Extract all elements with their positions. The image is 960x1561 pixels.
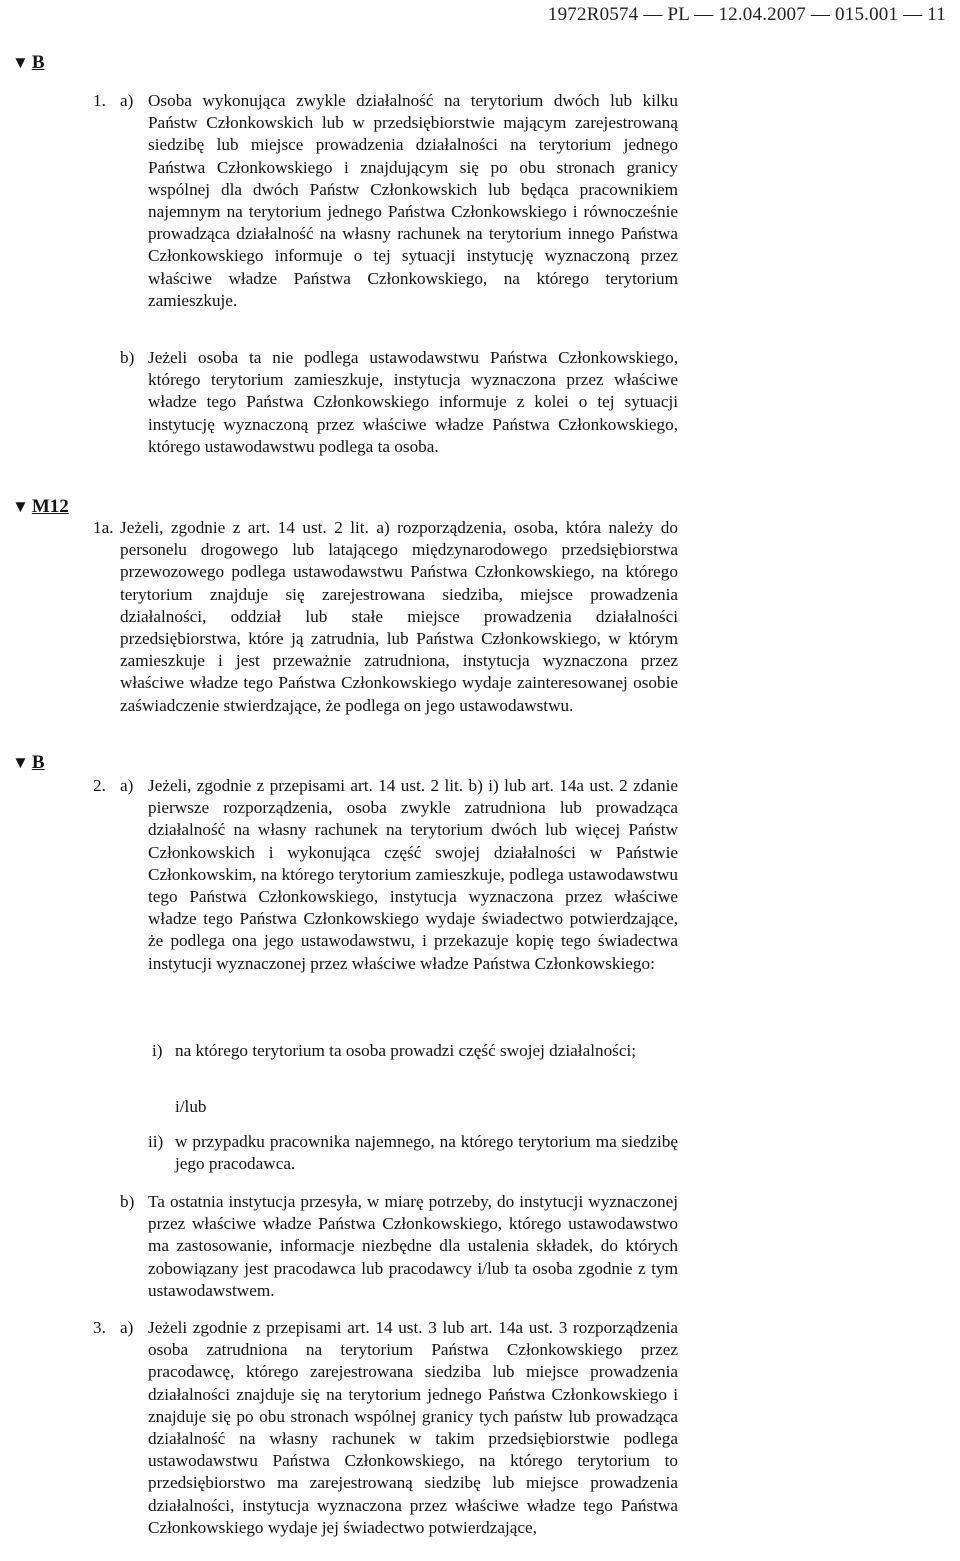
paragraph-2a-text: Jeżeli, zgodnie z przepisami art. 14 ust. 2 lit. b) i) lub art. 14a ust. 2 zdanie pierwsze rozporządzenia, osoba zwykle zatrudniona lub prowadząca działalność na własny rachunek na terytorium dwóch lub więcej Państw Członkowskich i wykonująca część swojej działalności w Państwie Członkowskim, na którego terytorium zamieszkuje, podlega ustawodawstwu tego Państwa Członkowskiego, instytucja wyznaczona przez właściwe władze tego Państwa Członkowskiego wydaje świadectwo potwierdzające, że podlega ona jego ustawodawstwu, i przekazuje kopię tego świadectwa instytucji wyznaczonej przez właściwe władze Państwa Członkowskiego: bbox=[148, 776, 678, 973]
triangle-down-icon: ▼ bbox=[12, 53, 29, 72]
amendment-marker-m12 bbox=[12, 496, 69, 518]
paragraph-3a-text: Jeżeli zgodnie z przepisami art. 14 ust. 3 lub art. 14a ust. 3 rozporządzenia osoba zatrudniona na terytorium Państwa Członkowskiego przez pracodawcę, którego zarejestrowana siedziba lub miejsce prowadzenia działalności znajduje się na terytorium jednego Państwa Członkowskiego i znajduje się po obu stronach wspólnej granicy tych państw lub prowadząca działalność na własny rachunek w takim przedsiębiorstwie podlega ustawodawstwu Państwa Członkowskiego, na którego terytorium to przedsiębiorstwo ma zarejestrowaną siedzibę lub miejsce prowadzenia działalności, instytucja wyznaczona przez właściwe władze tego Państwa Członkowskiego wydaje jej świadectwo potwierdzające, bbox=[148, 1318, 678, 1537]
paragraph-number: 1a. bbox=[93, 518, 114, 537]
paragraph-1a-body: Jeżeli, zgodnie z art. 14 ust. 2 lit. a) rozporządzenia, osoba, która należy do personelu drogowego lub latającego międzynarodowego przedsiębiorstwa przewozowego podlega ustawodawstwu Państwa Członkowskiego, na którego terytorium znajduje się zarejestrowana siedziba, miejsce prowadzenia działalności, oddział lub stałe miejsce prowadzenia działalności przedsiębiorstwa, które ją zatrudnia, lub Państwa Członkowskiego, w którym zamieszkuje i jest przeważnie zatrudniona, instytucja wyznaczona przez właściwe władze tego Państwa Członkowskiego wydaje zainteresowanej osobie zaświadczenie stwierdzające, że podlega on jego ustawodawstwu. bbox=[120, 518, 678, 715]
triangle-down-icon: ▼ bbox=[12, 753, 29, 772]
or-connector: i/lub bbox=[175, 1097, 207, 1116]
point-i-text: na którego terytorium ta osoba prowadzi część swojej działalności; bbox=[175, 1041, 637, 1060]
paragraph-number: 1. bbox=[93, 91, 106, 110]
paragraph-1a-text: Osoba wykonująca zwykle działalność na terytorium dwóch lub kilku Państw Członkowskich lub w przedsiębiorstwie mającym zarejestrowaną siedzibę lub miejsce prowadzenia działalności na terytorium jednego Państwa Członkowskiego i znajdującym się po obu stronach granicy wspólnej dla dwóch Państw Członkowskich lub będąca pracownikiem najemnym na terytorium jednego Państwa Członkowskiego i równocześnie prowadząca działalność na własny rachunek na terytorium innego Państwa Członkowskiego informuje o tej sytuacji instytucję wyznaczoną przez właściwe władze Państwa Członkowskiego, na którego terytorium zamieszkuje. bbox=[148, 91, 678, 310]
marker-label: M12 bbox=[31, 496, 69, 517]
paragraph-2b-text: Ta ostatnia instytucja przesyła, w miarę potrzeby, do instytucji wyznaczonej przez właściwe władze Państwa Członkowskiego, którego ustawodawstwo ma zastosowanie, informacje niezbędne dla ustalenia składek, do których zobowiązany jest pracodawca lub pracodawcy i/lub ta osoba zgodnie z tym ustawodawstwem. bbox=[148, 1192, 678, 1300]
point-ii-text: w przypadku pracownika najemnego, na którego terytorium ma siedzibę jego pracodawca. bbox=[175, 1132, 678, 1174]
item-label: a) bbox=[120, 1318, 134, 1337]
item-label: i) bbox=[152, 1041, 163, 1060]
paragraph-1b-text: Jeżeli osoba ta nie podlega ustawodawstwu Państwa Członkowskiego, którego terytorium zamieszkuje, instytucja wyznaczona przez właściwe władze tego Państwa Członkowskiego informuje z kolei o tej sytuacji instytucję wyznaczoną przez właściwe władze Państwa Członkowskiego, którego ustawodawstwu podlega ta osoba. bbox=[148, 348, 678, 456]
item-label: b) bbox=[120, 1192, 135, 1211]
page-header: 1972R0574 — PL — 12.04.2007 — 015.001 — 11 bbox=[547, 4, 946, 25]
item-label: a) bbox=[120, 91, 134, 110]
triangle-down-icon: ▼ bbox=[12, 497, 29, 516]
item-label: b) bbox=[120, 348, 135, 367]
marker-label: B bbox=[31, 52, 45, 73]
paragraph-number: 2. bbox=[93, 776, 106, 795]
item-label: a) bbox=[120, 776, 134, 795]
paragraph-number: 3. bbox=[93, 1318, 106, 1337]
marker-label: B bbox=[31, 752, 45, 773]
amendment-marker-b bbox=[12, 752, 45, 774]
amendment-marker-b bbox=[12, 52, 45, 74]
item-label: ii) bbox=[148, 1132, 164, 1151]
